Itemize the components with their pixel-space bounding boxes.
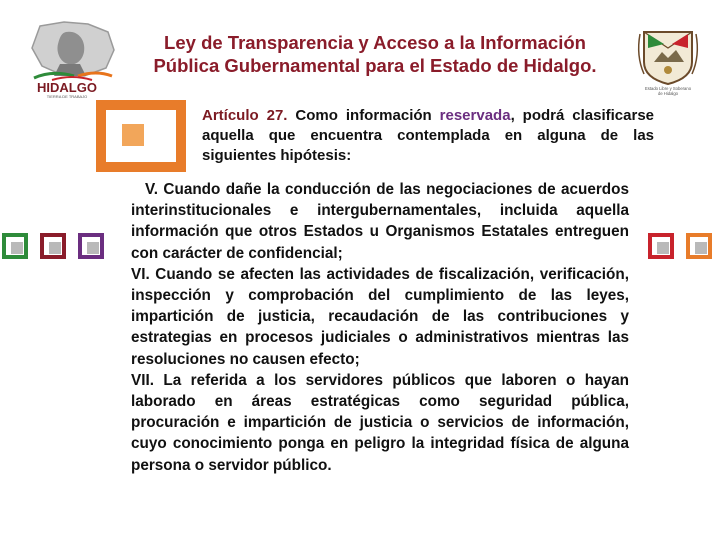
decorative-square-purple [78,233,104,259]
hidalgo-logo-tagline: TIERRA DE TRABAJO [46,94,88,98]
hidalgo-logo-wordmark: HIDALGO [37,80,97,95]
decorative-square-large [96,100,186,172]
hypotheses-body [131,179,629,476]
decorative-square-green [2,233,28,259]
coat-of-arms-logo [634,26,714,96]
paragraph-vii: VII. La referida a los servidores públicos que laboren o hayan laborado en áreas estratégicas como seguridad pública, procuración e impartición de justicia o servicios de información, cuyo conocimiento ponga en peligro la integridad física de alguna persona o servidor público. [131,371,629,474]
article-text-before: Como información [295,107,432,124]
article-text-after: , podrá clasificarse aquella que encuentra contemplada en alguna de las siguientes hipótesis: [202,107,655,164]
article-label: Artículo 27. [202,107,288,124]
page-title [130,31,620,77]
title-line-2: Pública Gubernamental para el Estado de Hidalgo. [153,55,597,76]
paragraph-vi: VI. Cuando se afecten las actividades de fiscalización, verificación, inspección y comprobación del cumplimiento de las leyes, impartición de justicia, recaudación de las contribuciones y estrategias en procesos judiciales o administrativos mientras las resoluciones no causen efecto; [131,265,629,368]
reserved-keyword: reservada [439,107,511,124]
paragraph-v: V. Cuando dañe la conducción de las negociaciones de acuerdos interinstitucionales e intergubernamentales, incluida aquella información que otros Estados u Organismos Estatales entreguen con carácter de confidencial; [131,181,629,262]
decorative-square-maroon [40,233,66,259]
coat-of-arms-caption-2: de Hidalgo [657,91,679,96]
hidalgo-logo [22,20,132,98]
decorative-squares-right [648,233,712,259]
decorative-square-orange [686,233,712,259]
title-line-1: Ley de Transparencia y Acceso a la Información [164,32,586,53]
coat-of-arms-caption-1: Estado Libre y Soberano [644,86,692,91]
decorative-square-red [648,233,674,259]
decorative-squares-left [2,233,104,259]
article-intro [202,106,654,166]
